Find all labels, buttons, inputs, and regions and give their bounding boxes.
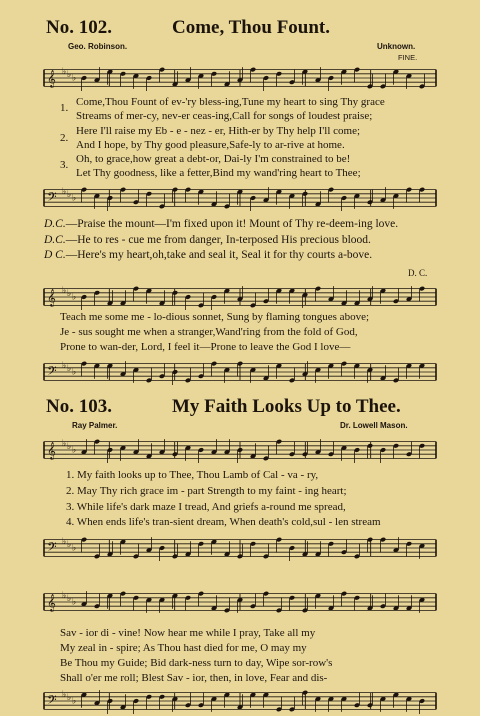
hymn-102-composer: Unknown. [377, 42, 416, 51]
flat-sign-icon: ♭ [62, 689, 67, 700]
hymn-103-author: Ray Palmer. [72, 421, 118, 430]
hymn-102-dc-line-2: D.C.—He to res - cue me from danger, In-terposed His precious blood. [44, 234, 371, 246]
hymn-102-chorus-line-3: Prone to wan-der, Lord, I feel it—Prone to leave the God I love— [60, 341, 351, 353]
hymn-102-bass-staff-1 [0, 180, 480, 216]
flat-sign-icon: ♭ [67, 693, 72, 704]
flat-sign-icon: ♭ [67, 289, 72, 300]
flat-sign-icon: ♭ [72, 597, 77, 608]
hymn-103-lyric2-line-3: Be Thou my Guide; Bid dark-ness turn to day, Wipe sor-row's [60, 657, 333, 669]
clef-icon: 𝄞 [47, 69, 56, 88]
hymn-102-treble-staff-1 [0, 56, 480, 100]
hymn-103-lyric2-line-4: Shall o'er me roll; Blest Sav - ior, then, in love, Fear and dis- [60, 672, 328, 684]
flat-sign-icon: ♭ [72, 73, 77, 84]
flat-sign-icon: ♭ [62, 66, 67, 77]
flat-sign-icon: ♭ [67, 70, 72, 81]
hymn-102-chorus-line-2: Je - sus sought me when a stranger,Wand'ring from the fold of God, [60, 326, 358, 338]
hymn-102-lyric-line-5: Oh, to grace,how great a debt-or, Dai-ly I'm constrained to be! [76, 153, 351, 165]
hymn-102-bass-staff-2 [0, 356, 480, 388]
hymn-103-treble-staff-1 [0, 430, 480, 470]
hymn-102-number: No. 102. [46, 17, 112, 38]
clef-icon: 𝄢 [47, 189, 57, 208]
hymn-102-treble-staff-2 [0, 280, 480, 314]
clef-icon: 𝄢 [47, 363, 57, 382]
hymn-102-verse-number-2: 2. [60, 132, 69, 144]
hymn-103-treble-staff-2 [0, 580, 480, 624]
flat-sign-icon: ♭ [62, 590, 67, 601]
hymn-102-title: Come, Thou Fount. [172, 17, 331, 38]
hymn-102-lyric-line-2: Streams of mer-cy, nev-er ceas-ing,Call for songs of loudest praise; [76, 110, 373, 122]
hymn-102-lyric-line-1: Come,Thou Fount of ev-'ry bless-ing,Tune my heart to sing Thy grace [76, 96, 385, 108]
flat-sign-icon: ♭ [72, 445, 77, 456]
hymn-103-title: My Faith Looks Up to Thee. [172, 396, 401, 417]
hymn-102-verse-number-1: 1. [60, 102, 69, 114]
flat-sign-icon: ♭ [72, 367, 77, 378]
flat-sign-icon: ♭ [72, 193, 77, 204]
hymn-103-lyric-line-4: 4. When ends life's tran-sient dream, When death's cold,sul - len stream [66, 516, 381, 528]
hymn-103-lyric2-line-2: My zeal in - spire; As Thou hast died for me, O may my [60, 642, 307, 654]
clef-icon: 𝄞 [47, 288, 56, 307]
clef-icon: 𝄞 [47, 593, 56, 612]
flat-sign-icon: ♭ [67, 540, 72, 551]
hymn-102-chorus-dc-marker: D. C. [408, 268, 428, 278]
hymn-102-lyric-line-3: Here I'll raise my Eb - e - nez - er, Hith-er by Thy help I'll come; [76, 125, 361, 137]
hymn-102-fine-marker: FINE. [398, 53, 418, 62]
hymn-102-dc-line-3: D C.—Here's my heart,oh,take and seal it, Seal it for thy courts a-bove. [44, 249, 373, 261]
clef-icon: 𝄞 [47, 441, 56, 460]
flat-sign-icon: ♭ [72, 543, 77, 554]
flat-sign-icon: ♭ [67, 594, 72, 605]
flat-sign-icon: ♭ [62, 438, 67, 449]
hymn-103-number: No. 103. [46, 396, 112, 417]
hymn-102-dc-line-1: D.C.—Praise the mount—I'm fixed upon it! Mount of Thy re-deem-ing love. [44, 218, 399, 230]
hymn-103-composer: Dr. Lowell Mason. [340, 421, 408, 430]
hymn-103-lyric-line-3: 3. While life's dark maze I tread, And griefs a-round me spread, [66, 501, 346, 513]
hymn-102-lyric-line-4: And I hope, by Thy good pleasure,Safe-ly to ar-rive at home. [76, 139, 345, 151]
clef-icon: 𝄢 [47, 692, 57, 711]
hymn-103-bass-staff-2 [0, 686, 480, 716]
hymn-103-lyric2-line-1: Sav - ior di - vine! Now hear me while I pray, Take all my [60, 627, 316, 639]
clef-icon: 𝄢 [47, 539, 57, 558]
flat-sign-icon: ♭ [62, 285, 67, 296]
flat-sign-icon: ♭ [67, 442, 72, 453]
hymn-102-lyric-line-6: Let Thy goodness, like a fetter,Bind my wand'ring heart to Thee; [76, 167, 361, 179]
hymn-103-bass-staff-1 [0, 528, 480, 568]
flat-sign-icon: ♭ [67, 364, 72, 375]
flat-sign-icon: ♭ [62, 186, 67, 197]
hymn-103-lyric-line-1: 1. My faith looks up to Thee, Thou Lamb of Cal - va - ry, [66, 469, 319, 481]
flat-sign-icon: ♭ [62, 360, 67, 371]
hymn-102-verse-number-3: 3. [60, 159, 69, 171]
flat-sign-icon: ♭ [72, 696, 77, 707]
flat-sign-icon: ♭ [62, 536, 67, 547]
flat-sign-icon: ♭ [67, 190, 72, 201]
hymn-102-chorus-line-1: Teach me some me - lo-dious sonnet, Sung by flaming tongues above; [60, 311, 370, 323]
flat-sign-icon: ♭ [72, 292, 77, 303]
hymn-102-author: Geo. Robinson. [68, 42, 128, 51]
hymn-103-lyric-line-2: 2. May Thy rich grace im - part Strength to my faint - ing heart; [66, 485, 347, 497]
